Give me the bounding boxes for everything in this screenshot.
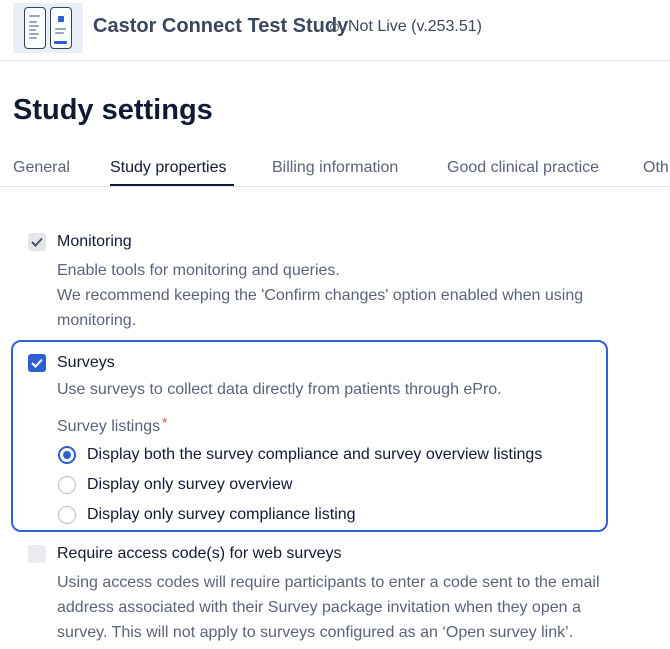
surveys-label: Surveys bbox=[57, 354, 115, 371]
phone-outline-icon bbox=[24, 7, 46, 49]
monitoring-checkbox[interactable] bbox=[28, 233, 46, 251]
circle-outline-icon bbox=[330, 23, 339, 32]
checkmark-icon bbox=[31, 237, 43, 247]
required-asterisk: * bbox=[162, 415, 168, 430]
access-codes-description-line: survey. This will not apply to surveys configured as an ‘Open survey link’. bbox=[57, 624, 574, 641]
access-codes-description-line: Using access codes will require participants to enter a code sent to the email bbox=[57, 574, 600, 591]
access-codes-description-line: address associated with their Survey package invitation when they open a bbox=[57, 599, 581, 616]
tab-good-clinical-practice[interactable]: Good clinical practice bbox=[447, 159, 600, 176]
access-codes-checkbox[interactable] bbox=[28, 545, 46, 563]
access-codes-label: Require access code(s) for web surveys bbox=[57, 545, 342, 562]
monitoring-label: Monitoring bbox=[57, 233, 132, 250]
active-tab-indicator bbox=[110, 184, 234, 186]
radio-both-listings-label[interactable]: Display both the survey compliance and survey overview listings bbox=[87, 446, 543, 463]
radio-survey-overview-label[interactable]: Display only survey overview bbox=[87, 476, 293, 493]
page-title: Study settings bbox=[13, 94, 213, 126]
monitoring-description-line: monitoring. bbox=[57, 312, 137, 329]
radio-survey-overview[interactable] bbox=[58, 476, 76, 494]
tab-billing-information[interactable]: Billing information bbox=[272, 159, 399, 176]
checkmark-icon bbox=[31, 358, 43, 368]
radio-survey-compliance[interactable] bbox=[58, 506, 76, 524]
study-status: Not Live (v.253.51) bbox=[348, 18, 482, 35]
radio-both-listings[interactable] bbox=[58, 446, 76, 464]
survey-listings-label: Survey listings * bbox=[57, 415, 168, 435]
phone-outline-icon bbox=[50, 7, 72, 49]
monitoring-description-line: We recommend keeping the 'Confirm changes' option enabled when using bbox=[57, 287, 584, 304]
study-logo-icon bbox=[13, 3, 83, 53]
radio-survey-compliance-label[interactable]: Display only survey compliance listing bbox=[87, 506, 356, 523]
study-name: Castor Connect Test Study bbox=[93, 15, 349, 37]
tab-general[interactable]: General bbox=[13, 159, 70, 176]
surveys-description: Use surveys to collect data directly from patients through ePro. bbox=[57, 381, 502, 398]
study-header bbox=[0, 0, 670, 61]
monitoring-description-line: Enable tools for monitoring and queries. bbox=[57, 262, 340, 279]
tab-study-properties[interactable]: Study properties bbox=[110, 159, 227, 176]
surveys-checkbox[interactable] bbox=[28, 354, 46, 372]
settings-tabs bbox=[0, 156, 670, 187]
tab-other[interactable]: Oth bbox=[643, 159, 669, 176]
